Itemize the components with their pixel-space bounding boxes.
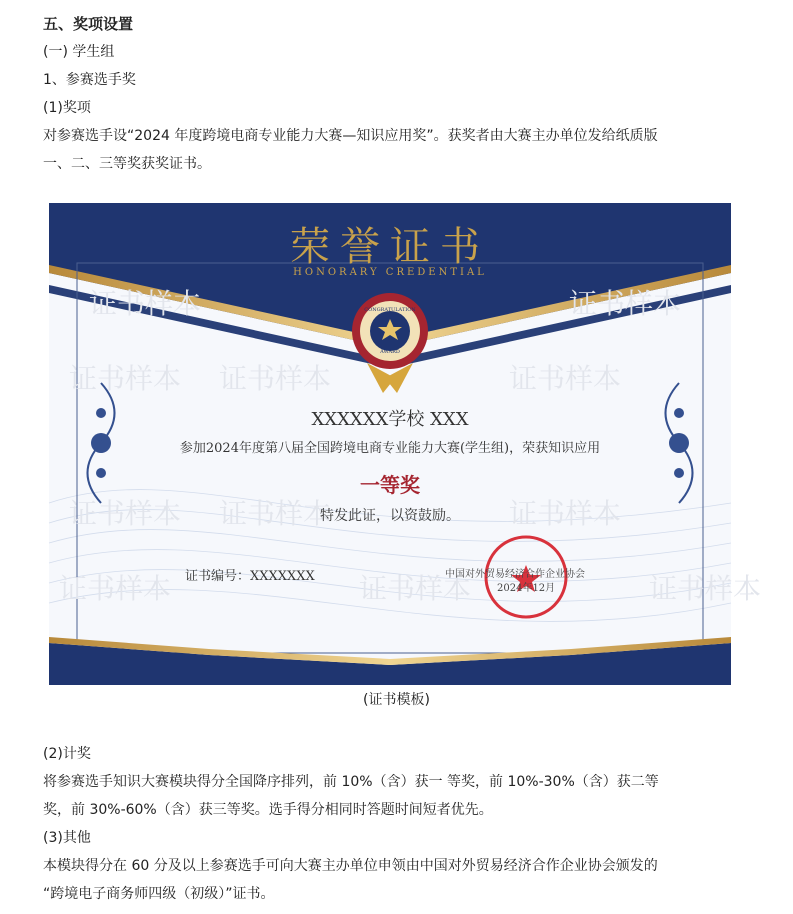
award-level: 一等奖: [360, 473, 420, 497]
paragraph-line: 一、二、三等奖获奖证书。: [43, 156, 211, 172]
item-title: (2)计奖: [43, 746, 91, 762]
medal-bottom-text: AWARD: [380, 349, 400, 355]
award-description: 参加2024年度第八届全国跨境电商专业能力大赛(学生组)，荣获知识应用: [179, 441, 601, 456]
item-title: (3)其他: [43, 830, 91, 846]
svg-text:证书样本: 证书样本: [219, 362, 332, 395]
svg-text:证书样本: 证书样本: [509, 362, 622, 395]
svg-text:证书样本: 证书样本: [509, 497, 622, 530]
certificate-subtitle: HONORARY CREDENTIAL: [293, 267, 487, 278]
recipient-line: XXXXXX学校 XXX: [311, 409, 469, 430]
item-title: (1)奖项: [43, 100, 91, 116]
figure-caption: (证书模板): [363, 692, 430, 708]
svg-text:证书样本: 证书样本: [219, 497, 332, 530]
svg-text:证书样本: 证书样本: [59, 572, 172, 605]
sub-heading: 1、参赛选手奖: [43, 72, 136, 88]
svg-text:证书样本: 证书样本: [569, 287, 682, 320]
svg-text:证书样本: 证书样本: [89, 287, 202, 320]
svg-text:证书样本: 证书样本: [69, 362, 182, 395]
paragraph-line: 对参赛选手设“2024 年度跨境电商专业能力大赛—知识应用奖”。获奖者由大赛主办单位发给纸质版: [43, 128, 658, 144]
svg-text:证书样本: 证书样本: [69, 497, 182, 530]
certificate-image: [49, 203, 762, 685]
issue-date: 2024年12月: [497, 583, 556, 594]
paragraph-line: 本模块得分在 60 分及以上参赛选手可向大赛主办单位申领由中国对外贸易经济合作企业协会颁发的: [43, 858, 658, 874]
paragraph-line: “跨境电子商务师四级（初级）”证书。: [43, 886, 275, 902]
medal-top-text: CONGRATULATION: [364, 307, 416, 313]
svg-text:证书样本: 证书样本: [359, 572, 472, 605]
encourage-text: 特发此证，以资鼓励。: [320, 508, 460, 524]
paragraph-line: 将参赛选手知识大赛模块得分全国降序排列，前 10%（含）获一 等奖，前 10%-30%（含）获二等: [43, 774, 659, 790]
paragraph-line: 奖，前 30%-60%（含）获三等奖。选手得分相同时答题时间短者优先。: [43, 802, 493, 818]
issuer-name: 中国对外贸易经济合作企业协会: [445, 569, 585, 580]
certificate-title: 荣誉证书: [290, 224, 490, 270]
certificate-number: 证书编号：XXXXXXX: [185, 569, 315, 584]
section-heading: 五、奖项设置: [43, 15, 134, 33]
svg-text:证书样本: 证书样本: [649, 572, 762, 605]
group-label: (一) 学生组: [43, 44, 115, 60]
